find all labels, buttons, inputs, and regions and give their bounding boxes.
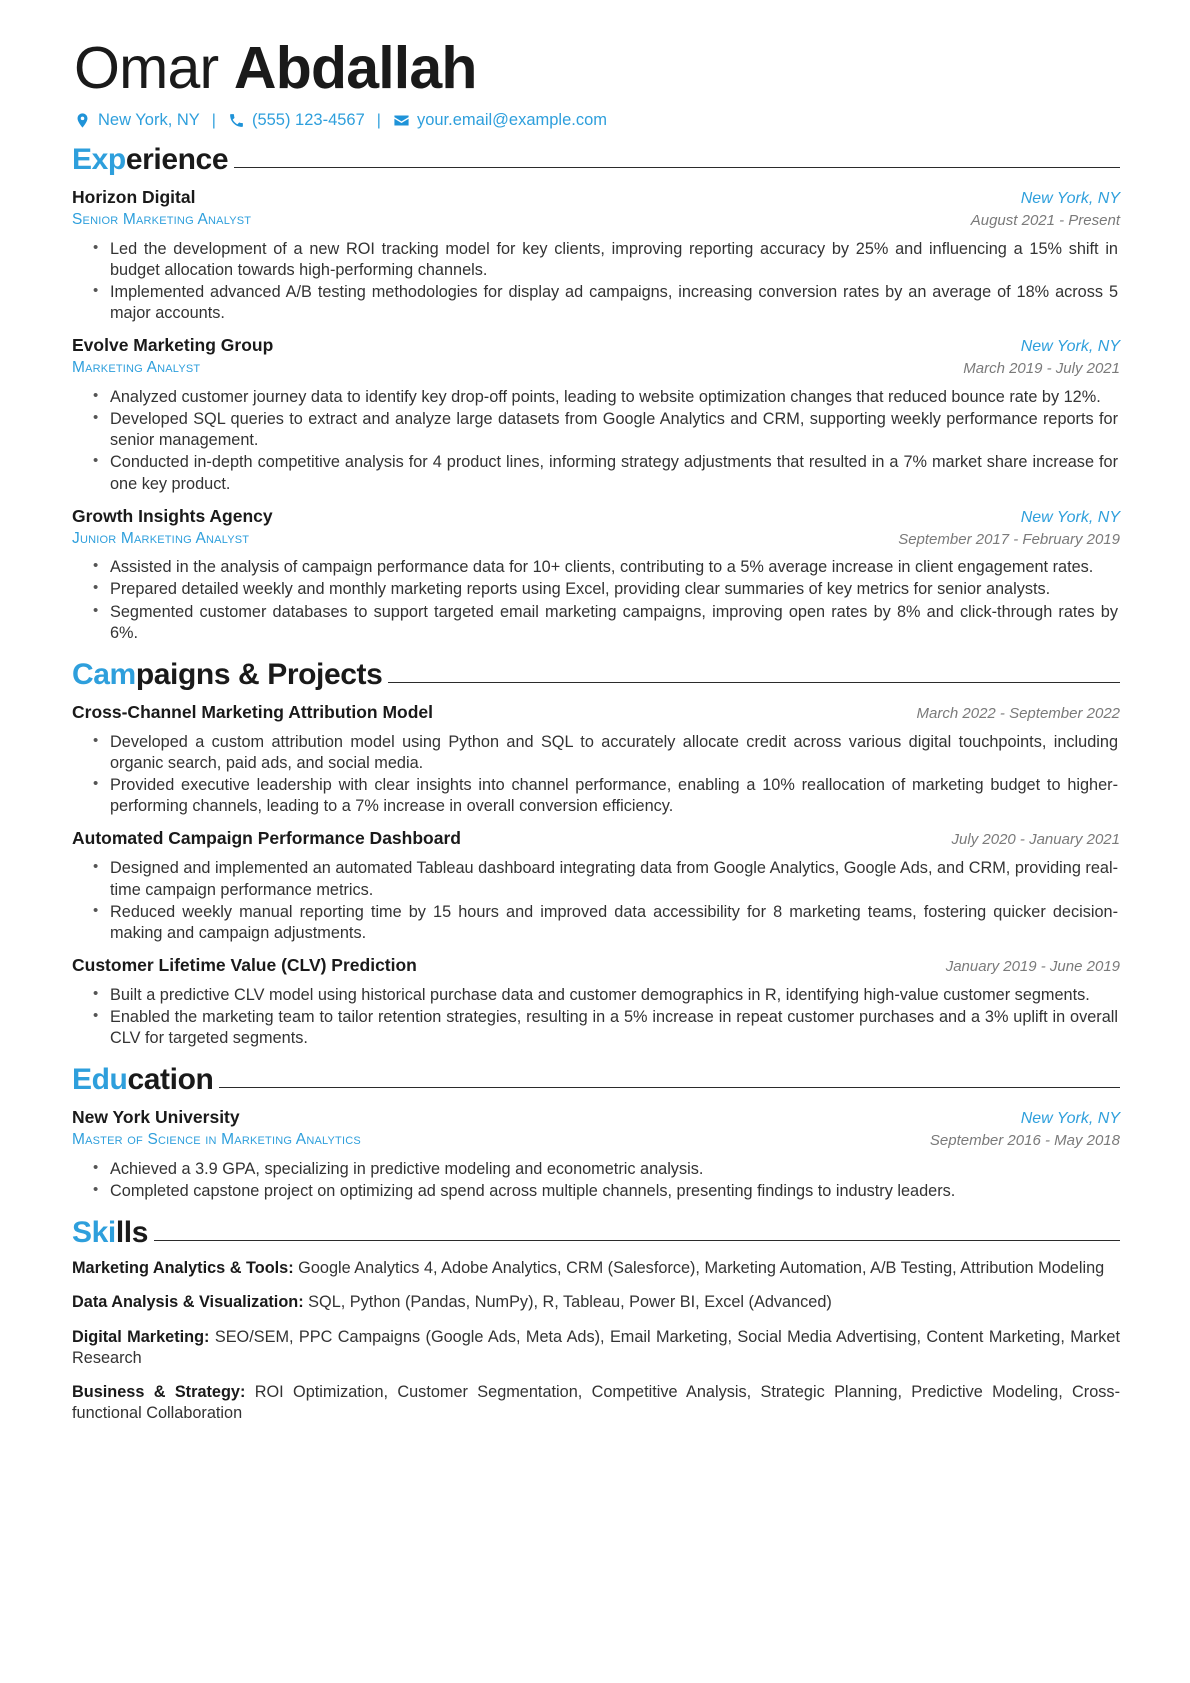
employer-name: Evolve Marketing Group [72, 335, 274, 356]
project-entry [72, 955, 1120, 1049]
project-entry [72, 702, 1120, 818]
skill-items: ROI Optimization, Customer Segmentation, Competitive Analysis, Strategic Planning, Predictive Modeling, Cross-functional Collaboration [72, 1382, 1120, 1423]
experience-entry [72, 187, 1120, 324]
skill-group [72, 1327, 1120, 1369]
skill-category: Data Analysis & Visualization: [72, 1293, 304, 1312]
section-rule [154, 1240, 1120, 1241]
experience-bullets [72, 239, 1120, 325]
job-title: Marketing Analyst [72, 359, 201, 377]
job-location: New York, NY [1020, 338, 1120, 356]
contact-separator-2: | [376, 111, 381, 129]
skill-group [72, 1258, 1120, 1279]
section-campaigns [72, 658, 1120, 1050]
employer-name: Horizon Digital [72, 187, 196, 208]
section-title-campaigns [72, 658, 382, 691]
project-title: Customer Lifetime Value (CLV) Prediction [72, 955, 417, 976]
section-header-experience [72, 143, 1120, 176]
phone-icon [228, 112, 245, 129]
contact-email[interactable] [393, 112, 607, 129]
section-header-skills [72, 1216, 1120, 1249]
contact-location[interactable] [74, 112, 200, 129]
job-location: New York, NY [1020, 508, 1120, 526]
list-item: • Provided executive leadership with clear insights into channel performance, enabling a 10% reallocation of marketing budget to higher-performing channels, leading to a 7% increase in overall conversion efficiency. [110, 775, 1120, 817]
envelope-icon [393, 112, 410, 129]
list-item: • Designed and implemented an automated Tableau dashboard integrating data from Google Analytics, Google Ads, and CRM, providing real-time campaign performance metrics. [110, 858, 1120, 900]
job-date: March 2019 - July 2021 [963, 360, 1120, 378]
education-entry [72, 1107, 1120, 1202]
section-title-rest: lls [115, 1216, 148, 1250]
list-item: • Enabled the marketing team to tailor retention strategies, resulting in a 5% increase in repeat customer purchases and a 3% uplift in overall CLV for targeted segments. [110, 1007, 1120, 1049]
section-header-campaigns [72, 658, 1120, 691]
contact-phone-text: (555) 123-4567 [251, 111, 365, 130]
job-title: Junior Marketing Analyst [72, 529, 250, 547]
list-item: • Developed a custom attribution model using Python and SQL to accurately allocate credit across various digital touchpoints, including organic search, paid ads, and social media. [110, 732, 1120, 774]
section-experience [72, 143, 1120, 644]
skill-items: SEO/SEM, PPC Campaigns (Google Ads, Meta Ads), Email Marketing, Social Media Advertising, Content Marketing, Market Research [72, 1327, 1120, 1367]
skill-group [72, 1292, 1120, 1313]
project-bullets [72, 985, 1120, 1050]
section-title-skills [72, 1216, 148, 1249]
job-title: Senior Marketing Analyst [72, 211, 252, 229]
job-date: September 2017 - February 2019 [898, 530, 1120, 548]
experience-entry [72, 506, 1120, 644]
school-name: New York University [72, 1107, 240, 1128]
education-bullets [72, 1159, 1120, 1202]
candidate-name [74, 35, 1120, 101]
contact-bar [74, 112, 1120, 129]
experience-bullets [72, 387, 1120, 495]
list-item: • Segmented customer databases to support targeted email marketing campaigns, improving open rates by 8% and click-through rates by 6%. [110, 602, 1120, 644]
section-rule [219, 1087, 1120, 1088]
project-title: Automated Campaign Performance Dashboard [72, 828, 461, 849]
last-name: Abdallah [233, 35, 477, 101]
section-rule [388, 682, 1120, 683]
contact-phone[interactable] [228, 112, 365, 129]
section-title-accent: Exp [72, 143, 126, 177]
contact-location-text: New York, NY [98, 111, 200, 130]
first-name: Omar [74, 35, 234, 101]
list-item: • Analyzed customer journey data to identify key drop-off points, leading to website optimization changes that reduced bounce rate by 12%. [110, 387, 1120, 408]
skill-group [72, 1382, 1120, 1424]
section-education [72, 1063, 1120, 1202]
list-item: • Reduced weekly manual reporting time by 15 hours and improved data accessibility for 8 marketing teams, fostering quicker decision-making and campaign adjustments. [110, 902, 1120, 944]
degree-title: Master of Science in Marketing Analytics [72, 1131, 361, 1149]
section-skills [72, 1216, 1120, 1424]
project-title: Cross-Channel Marketing Attribution Model [72, 701, 434, 722]
skill-category: Digital Marketing: [72, 1327, 210, 1346]
section-title-education [72, 1063, 213, 1096]
school-location: New York, NY [1020, 1110, 1120, 1128]
list-item: • Implemented advanced A/B testing methodologies for display ad campaigns, increasing conversion rates by an average of 18% across 5 major accounts. [110, 282, 1120, 324]
skill-category: Marketing Analytics & Tools: [72, 1259, 294, 1278]
experience-bullets [72, 557, 1120, 644]
list-item: • Built a predictive CLV model using historical purchase data and customer demographics in R, identifying high-value customer segments. [110, 985, 1120, 1006]
list-item: • Assisted in the analysis of campaign performance data for 10+ clients, contributing to a 5% average increase in client engagement rates. [110, 557, 1120, 578]
section-title-accent: Edu [72, 1063, 128, 1097]
job-location: New York, NY [1020, 190, 1120, 208]
skill-items: SQL, Python (Pandas, NumPy), R, Tableau, Power BI, Excel (Advanced) [303, 1293, 832, 1312]
section-title-accent: Cam [72, 657, 136, 691]
section-title-rest: paigns & Projects [135, 657, 383, 691]
project-bullets [72, 858, 1120, 944]
job-date: August 2021 - Present [970, 212, 1120, 230]
list-item: • Developed SQL queries to extract and analyze large datasets from Google Analytics and CRM, supporting weekly performance reports for senior management. [110, 409, 1120, 451]
location-pin-icon [74, 112, 91, 129]
skill-category: Business & Strategy: [72, 1382, 246, 1401]
section-title-rest: erience [125, 143, 229, 177]
section-title-accent: Ski [72, 1216, 116, 1250]
list-item: • Achieved a 3.9 GPA, specializing in predictive modeling and econometric analysis. [110, 1159, 1120, 1180]
list-item: • Completed capstone project on optimizing ad spend across multiple channels, presenting findings to industry leaders. [110, 1181, 1120, 1202]
section-rule [234, 167, 1120, 168]
school-date: September 2016 - May 2018 [929, 1132, 1120, 1150]
project-entry [72, 828, 1120, 944]
contact-email-text: your.email@example.com [416, 111, 608, 130]
project-date: March 2022 - September 2022 [916, 704, 1120, 722]
project-bullets [72, 732, 1120, 818]
project-date: January 2019 - June 2019 [945, 958, 1120, 976]
list-item: • Prepared detailed weekly and monthly marketing reports using Excel, providing clear summaries of key metrics for senior analysts. [110, 579, 1120, 600]
section-title-rest: cation [127, 1063, 214, 1097]
section-header-education [72, 1063, 1120, 1096]
contact-separator-1: | [211, 111, 216, 129]
skill-items: Google Analytics 4, Adobe Analytics, CRM (Salesforce), Marketing Automation, A/B Testing, Attribution Modeling [293, 1259, 1105, 1278]
list-item: • Led the development of a new ROI tracking model for key clients, improving reporting accuracy by 25% and influencing a 15% shift in budget allocation towards high-performing channels. [110, 239, 1120, 281]
project-date: July 2020 - January 2021 [951, 831, 1120, 849]
list-item: • Conducted in-depth competitive analysis for 4 product lines, informing strategy adjustments that resulted in a 7% market share increase for one key product. [110, 452, 1120, 494]
experience-entry [72, 335, 1120, 494]
employer-name: Growth Insights Agency [72, 505, 273, 526]
section-title-experience [72, 143, 228, 176]
